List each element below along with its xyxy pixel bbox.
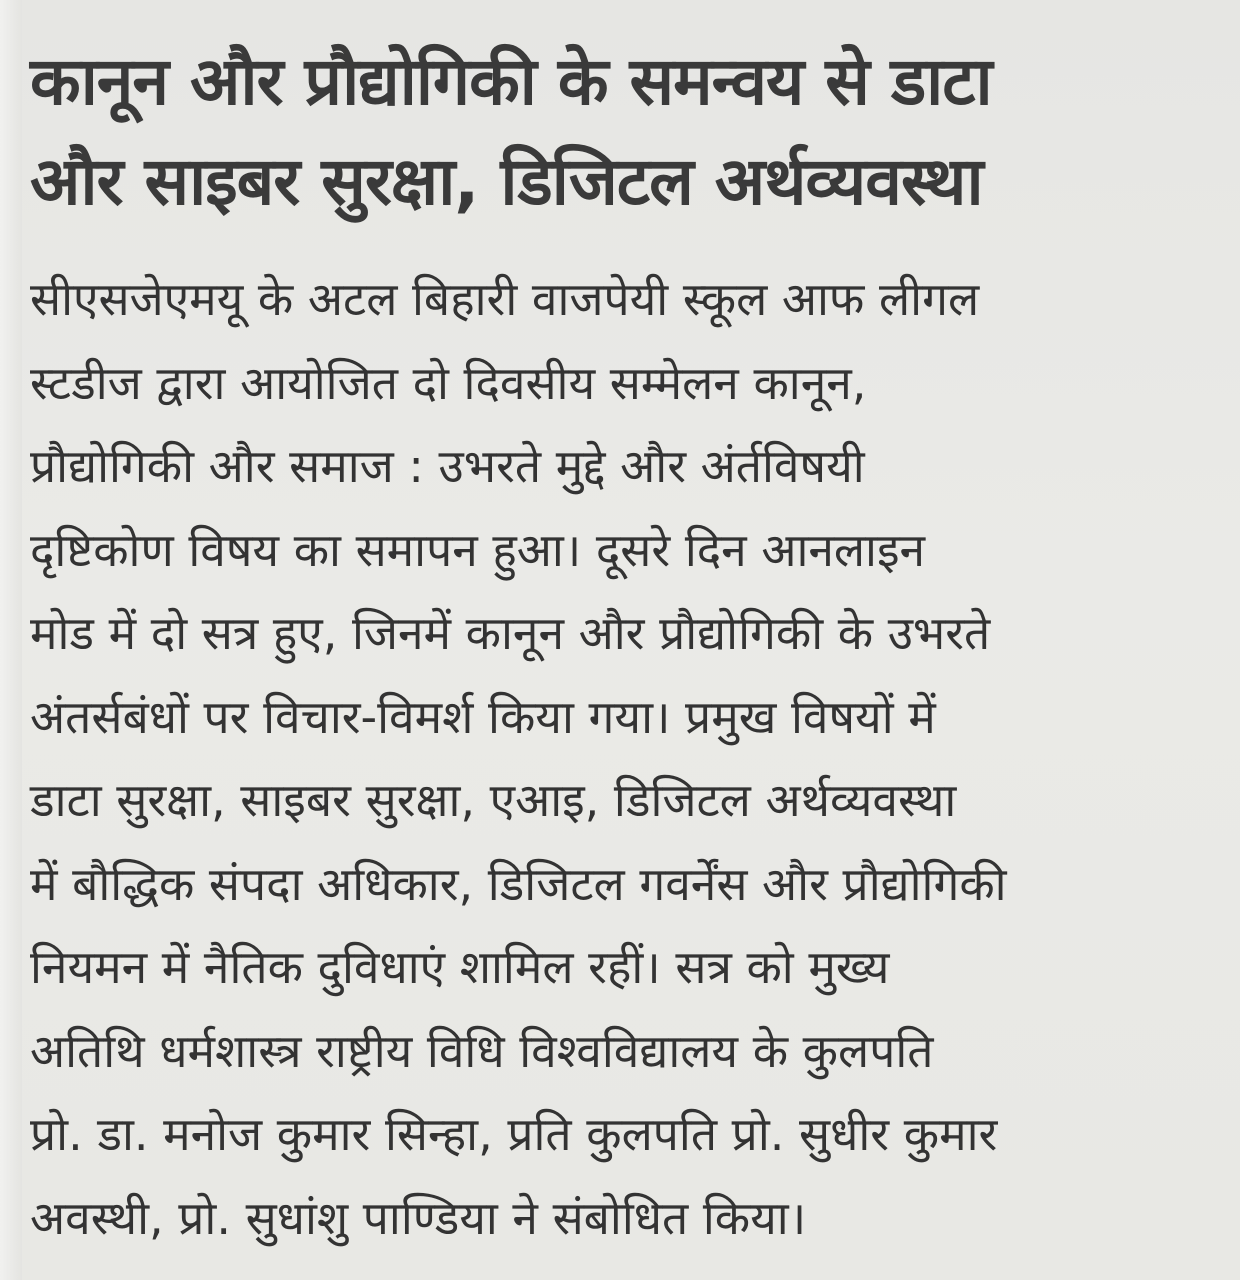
paper-edge (0, 0, 22, 1280)
headline (30, 32, 1220, 232)
headline-line: और साइबर सुरक्षा, डिजिटल अर्थव्यवस्था (30, 143, 983, 220)
headline-line: कानून और प्रौद्योगिकी के समन्वय से डाटा (30, 43, 992, 120)
body-line: नियमन में नैतिक दुविधाएं शामिल रहीं। सत्र को मुख्य (30, 940, 890, 994)
body-line: प्रो. डा. मनोज कुमार सिन्हा, प्रति कुलपति प्रो. सुधीर कुमार (30, 1107, 998, 1161)
body-line: में बौद्धिक संपदा अधिकार, डिजिटल गवर्नेंस और प्रौद्योगिकी (30, 856, 1007, 911)
body-line: दृष्टिकोण विषय का समापन हुआ। दूसरे दिन आनलाइन (30, 522, 926, 577)
article-body (30, 258, 1220, 1260)
body-line: डाटा सुरक्षा, साइबर सुरक्षा, एआइ, डिजिटल अर्थव्यवस्था (30, 773, 957, 827)
body-line: अवस्थी, प्रो. सुधांशु पाण्डिया ने संबोधित किया। (30, 1190, 807, 1245)
body-line: अतिथि धर्मशास्त्र राष्ट्रीय विधि विश्वविद्यालय के कुलपति (30, 1023, 934, 1078)
body-line: अंतर्सबंधों पर विचार-विमर्श किया गया। प्रमुख विषयों में (30, 689, 936, 744)
body-line: सीएसजेएमयू के अटल बिहारी वाजपेयी स्कूल आफ लीगल (30, 272, 980, 326)
body-line: मोड में दो सत्र हुए, जिनमें कानून और प्रौद्योगिकी के उभरते (30, 606, 991, 660)
body-line: स्टडीज द्वारा आयोजित दो दिवसीय सम्मेलन कानून, (30, 355, 867, 410)
body-line: प्रौद्योगिकी और समाज : उभरते मुद्दे और अंर्तविषयी (30, 439, 865, 493)
